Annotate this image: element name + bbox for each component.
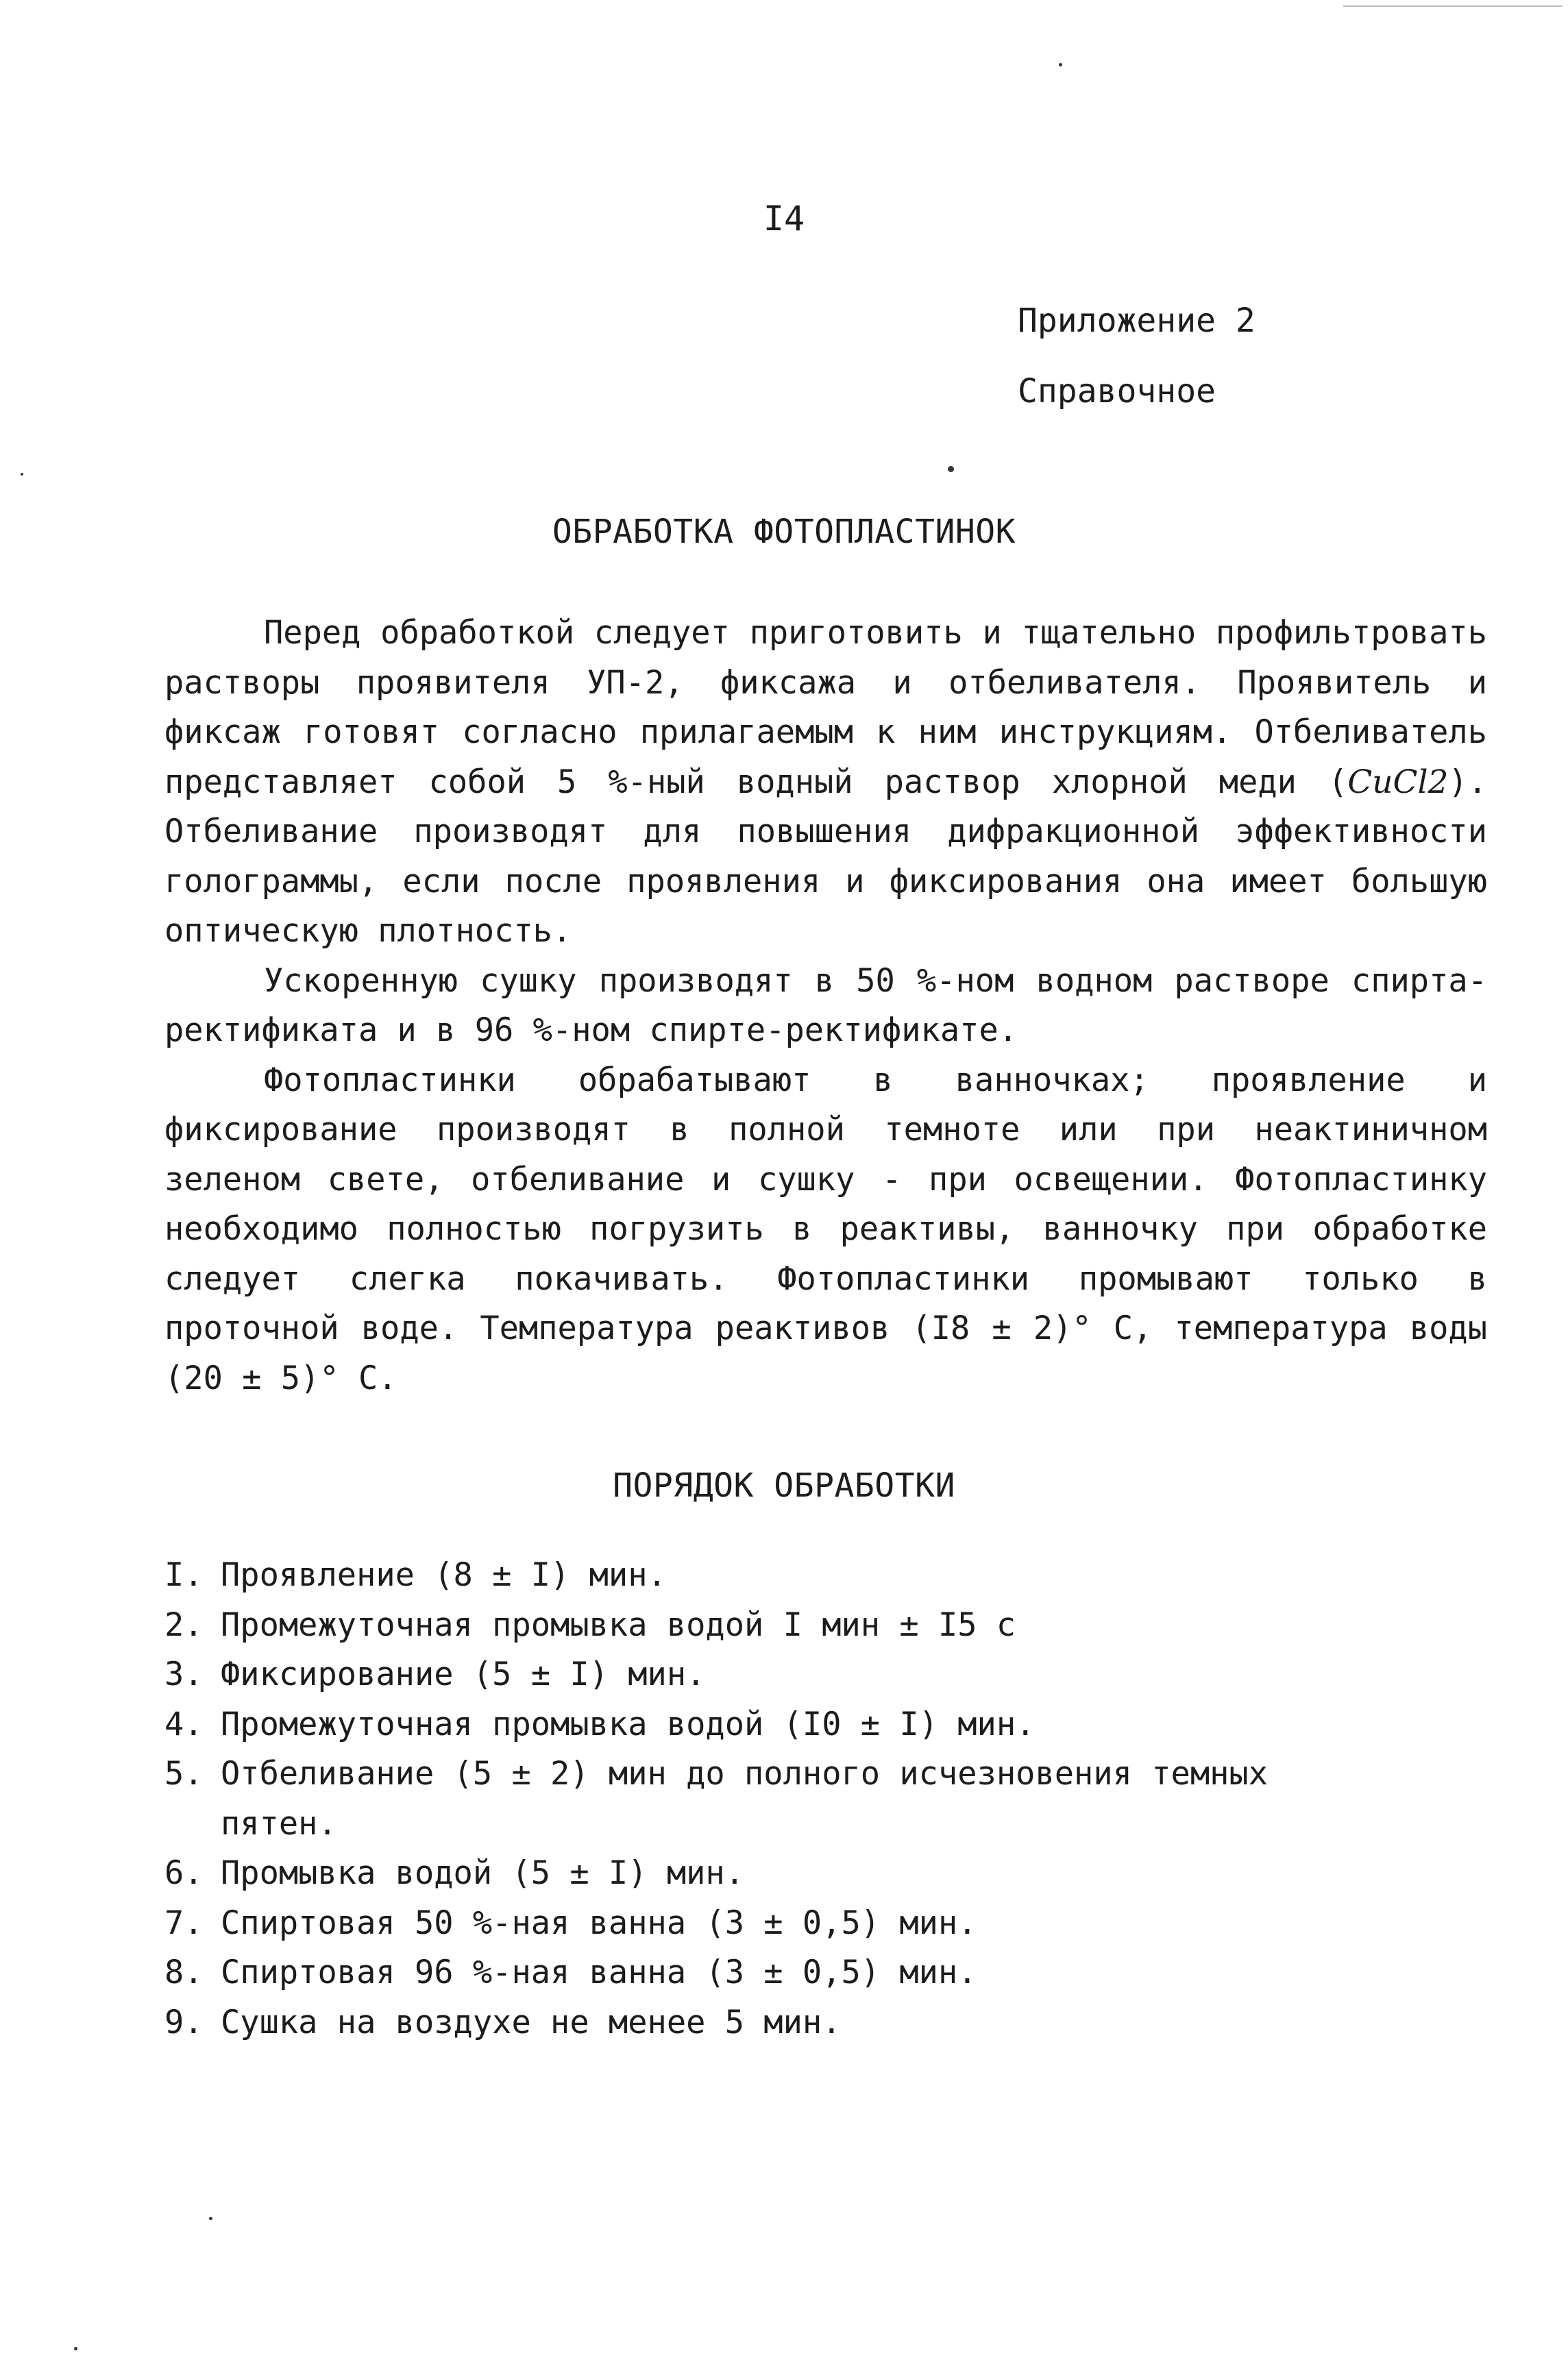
paragraph-text: ). Отбеливание производят для повышения дифракционной эффективности голограммы, если после проявления и фиксирования она имеет большую оптическую плотность. (164, 763, 1487, 950)
step-text: Спиртовая 96 %-ная ванна (3 ± 0,5) мин. (221, 1954, 977, 1991)
main-text (164, 609, 1487, 1403)
step-number: 9. (164, 2003, 204, 2041)
step-text: Промежуточная промывка водой (I0 ± I) мин. (221, 1705, 1036, 1743)
step-text: Промежуточная промывка водой I мин ± I5 с (221, 1606, 1016, 1644)
step-number: 8. (164, 1954, 204, 1991)
step-number: 6. (164, 1854, 204, 1892)
list-item (164, 1899, 1398, 1949)
step-number: 2. (164, 1606, 204, 1644)
scan-speck (948, 466, 954, 472)
list-item (164, 1948, 1398, 1998)
appendix-label: Приложение 2 (1018, 302, 1255, 340)
scan-speck (21, 473, 23, 476)
paragraph-processing: Фотопластинки обрабатывают в ванночках; проявление и фиксирование производят в полной темноте или при неактиничном зеленом свете, отбеливание и сушку - при освещении. Фотопластинку необходимо полностью погрузить в реактивы, ванночку при обработке следует слегка покачивать. Фотопластинки промывают только в проточной воде. Температура реактивов (I8 ± 2)° С, температура воды (20 ± 5)° С. (164, 1061, 1487, 1397)
list-item (164, 1551, 1398, 1601)
document-title: ОБРАБОТКА ФОТОПЛАСТИНОК (552, 513, 1016, 551)
step-number: 5. (164, 1755, 204, 1793)
paragraph-drying: Ускоренную сушку производят в 50 %-ном водном растворе спирта-ректификата и в 96 %-ном спирте-ректификате. (164, 961, 1487, 1049)
list-item (164, 1849, 1398, 1899)
paragraph-text: Перед обработкой следует приготовить и тщательно профильтровать растворы проявителя УП-2, фиксажа и отбеливателя. Проявитель и фиксаж готовят согласно прилагаемым к ним инструкциям. Отбеливатель представляет собой 5 %-ный водный раствор хлорной меди ( (164, 614, 1487, 801)
step-number: I. (164, 1556, 204, 1594)
appendix-status: Справочное (1018, 372, 1216, 410)
paragraph-preparation (164, 609, 1487, 957)
list-item (164, 1650, 1398, 1700)
step-number: 7. (164, 1904, 204, 1942)
procedure-steps (164, 1551, 1398, 2048)
page-number: I4 (763, 199, 805, 238)
step-text: Фиксирование (5 ± I) мин. (221, 1656, 706, 1693)
step-text: Промывка водой (5 ± I) мин. (221, 1854, 745, 1892)
handwritten-formula: CuCl2 (1347, 763, 1449, 801)
step-number: 4. (164, 1705, 204, 1743)
scan-speck (74, 2347, 77, 2350)
step-text: Проявление (8 ± I) мин. (221, 1556, 667, 1594)
list-item (164, 1601, 1398, 1651)
step-number: 3. (164, 1656, 204, 1693)
scan-speck (209, 2217, 212, 2220)
procedure-title: ПОРЯДОК ОБРАБОТКИ (613, 1466, 955, 1505)
list-item (164, 1700, 1398, 1750)
scan-edge-line (1343, 5, 1563, 7)
step-text: Спиртовая 50 %-ная ванна (3 ± 0,5) мин. (221, 1904, 977, 1942)
step-text: Сушка на воздухе не менее 5 мин. (221, 2003, 842, 2041)
step-text: Отбеливание (5 ± 2) мин до полного исчезновения темных пятен. (221, 1755, 1269, 1843)
scan-speck (1059, 63, 1062, 66)
list-item (164, 1749, 1398, 1849)
list-item (164, 1998, 1398, 2048)
